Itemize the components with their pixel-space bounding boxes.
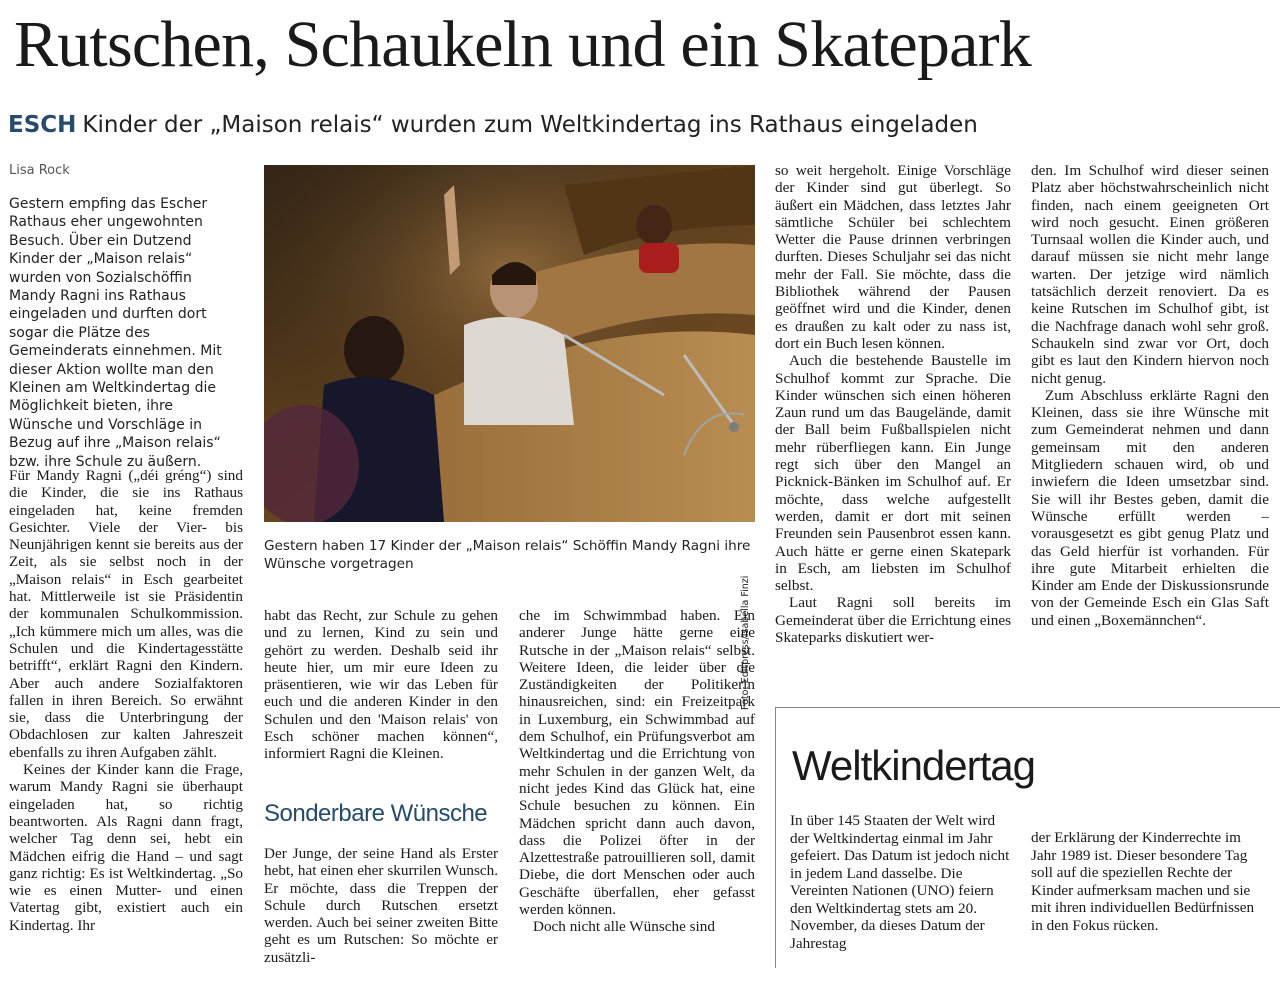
subheadline-text: Kinder der „Maison relais“ wurden zum Weltkindertag ins Rathaus eingeladen bbox=[82, 112, 978, 138]
photo-caption: Gestern haben 17 Kinder der „Maison relais“ Schöffin Mandy Ragni ihre Wünsche vorgetragen bbox=[264, 538, 751, 572]
body-column-5 bbox=[1031, 162, 1269, 629]
body-paragraph: habt das Recht, zur Schule zu gehen und zu lernen, Kind zu sein und gehört zu werden. Deshalb seid ihr heute hier, um mir eure Ideen zu präsentieren, wie wir das Leben für euch und die anderen Kinder in den Schulen und den 'Maison relais' von Esch schöner machen können“, informiert Ragni die Kleinen. bbox=[264, 607, 498, 763]
infobox-column-2: der Erklärung der Kinderrechte im Jahr 1989 ist. Dieser besondere Tag soll auf die speziellen Rechte der Kinder aufmerksam machen und sie mit ihren individuellen Bedürfnissen in den Fokus rücken. bbox=[1031, 829, 1255, 934]
article-photo bbox=[264, 165, 755, 522]
body-column-3 bbox=[519, 607, 755, 936]
body-paragraph: den. Im Schulhof wird dieser seinen Platz aber höchstwahrscheinlich nicht finden, nach einem geeigneten Ort wird noch gesucht. Einen größeren Turnsaal wollen die Kinder auch, und darauf müssen sie nicht mehr lange warten. Der jetzige wird nämlich tatsächlich derzeit renoviert. Da es keine Rutschen im Schulhof gibt, ist die Nachfrage danach wohl sehr groß. Schaukeln sind zwar vor Ort, doch gibt es laut den Kindern hiervon noch nicht genug. bbox=[1031, 162, 1269, 387]
body-column-4 bbox=[775, 162, 1011, 646]
body-paragraph: Doch nicht alle Wünsche sind bbox=[533, 918, 715, 936]
body-column-2 bbox=[264, 607, 498, 763]
headline: Rutschen, Schaukeln und ein Skatepark bbox=[14, 8, 1031, 81]
body-column-2-continued bbox=[264, 845, 498, 966]
body-paragraph: Für Mandy Ragni („déi gréng“) sind die Kinder, die sie ins Rathaus eingeladen hat, keine fremden Gesichter. Viele der Vier- bis Neunjährigen kennt sie bereits aus der Zeit, als sie selbst noch in der „Maison relais“ in Esch gearbeitet hat. Mittlerweile ist sie Präsidentin der kommunalen Schulkommission. „Ich kümmere mich um alles, was die Schulen und die Kindertagesstätte betrifft“, erklärt Ragni den Kindern. Aber auch andere Sozialfaktoren fallen in ihren Bereich. So erwähnt sie, dass die Unterbringung der Obdachlosen zur kalten Jahreszeit ebenfalls zu ihren Aufgaben zählt. bbox=[9, 467, 243, 761]
body-paragraph: so weit hergeholt. Einige Vorschläge der Kinder sind gut überlegt. So äußert ein Mädchen, dass letztes Jahr sämtliche Schüler bei schlechtem Wetter die Pause drinnen verbringen durften. Dieses Schuljahr sei das nicht mehr der Fall. Sie möchte, dass die Bibliothek während der Pausen geöffnet wird und die Kinder, denen es draußen zu kalt oder zu nass ist, dort ein Buch lesen können. bbox=[775, 162, 1011, 352]
photo-children-in-council-chamber bbox=[264, 165, 755, 522]
author-byline: Lisa Rock bbox=[9, 163, 70, 178]
infobox-column-1: In über 145 Staaten der Welt wird der Weltkindertag einmal im Jahr gefeiert. Das Datum ist jedoch nicht in jedem Land dasselbe. Die Vereinten Nationen (UNO) feiern den Weltkindertag stets am 20. November, da dieses Datum der Jahrestag bbox=[790, 812, 1010, 952]
body-column-1 bbox=[9, 467, 243, 934]
body-paragraph: Keines der Kinder kann die Frage, warum Mandy Ragni sie überhaupt eingeladen hat, so richtig beantworten. Als Ragni dann fragt, welcher Tag denn sei, hebt ein Mädchen eifrig die Hand – und sagt ganz richtig: Es ist Weltkindertag. „So wie es einen Mutter- und einen Vatertag gibt, existiert auch ein Kindertag. Ihr bbox=[9, 761, 243, 934]
subheadline bbox=[8, 108, 1268, 142]
body-paragraph: Laut Ragni soll bereits im Gemeinderat über die Errichtung eines Skateparks diskutiert wer- bbox=[775, 594, 1011, 647]
body-paragraph: che im Schwimmbad haben. Ein anderer Junge hätte gerne eine Rutsche in der „Maison relais“ selbst. Weitere Ideen, die leider über die Zuständigkeiten der Politikerin hinausreichen, sind: ein Freizeitpark in Luxemburg, ein Schwimmbad auf dem Schulhof, ein Prüfungsverbot am Weltkindertag und die Errichtung von mehr Schulen in der ganzen Welt, da nicht jedes Kind das Glück hat, eine Schule besuchen zu können. Ein Mädchen spricht dann auch davon, dass die Polizei öfter in der Alzettestraße patrouillieren soll, damit Diebe, die dort Menschen oder auch Geschäfte überfallen, eher gefasst werden können. bbox=[519, 607, 755, 919]
photo-credit: Foto: Editpress/Isabella Finzi bbox=[740, 575, 751, 710]
body-paragraph: Auch die bestehende Baustelle im Schulhof kommt zur Sprache. Die Kinder wünschen sich einen höheren Zaun rund um das Baugelände, damit der Ball beim Fußballspielen nicht mehr rüberfliegen kann. Ein Junge regt sich über den Mangel an Picknick-Bänken im Schulhof auf. Er möchte, dass welche aufgestellt werden, damit er dort mit seinen Freunden sein Pausenbrot essen kann. Auch hätte er gerne einen Skatepark in Esch, am liebsten im Schulhof selbst. bbox=[775, 352, 1011, 595]
subheading: Sonderbare Wünsche bbox=[264, 800, 488, 827]
body-paragraph: Der Junge, der seine Hand als Erster hebt, hat einen eher skurrilen Wunsch. Er möchte, dass die Treppen der Schule durch Rutschen ersetzt werden. Auch bei seiner zweiten Bitte geht es um Rutschen: So möchte er zusätzli- bbox=[264, 845, 498, 966]
lead-paragraph: Gestern empfing das Escher Rathaus eher ungewohnten Besuch. Über ein Dutzend Kinder der „Maison relais“ wurden von Sozialschöffin Mandy Ragni ins Rathaus eingeladen und durften dort sogar die Plätze des Gemeinderats einnehmen. Mit dieser Aktion wollte man den Kleinen am Weltkindertag die Möglichkeit bieten, ihre Wünsche und Vorschläge in Bezug auf ihre „Maison relais“ bzw. ihre Schule zu äußern. bbox=[9, 196, 222, 470]
body-paragraph: Zum Abschluss erklärte Ragni den Kleinen, dass sie ihre Wünsche mit zum Gemeinderat nehmen und dann gemeinsam mit den anderen Mitgliedern schauen wird, ob und inwiefern die Ideen umsetzbar sind. Sie will ihr Bestes geben, damit die Wünsche erfüllt werden – vorausgesetzt es gibt genug Platz und das Geld hierfür ist vorhanden. Für ihre gute Mitarbeit erhielten die Kinder am Ende der Diskussionsrunde von der Gemeinde Esch ein Glas Saft und einen „Boxemännchen“. bbox=[1031, 386, 1269, 629]
kicker-esch: ESCH bbox=[8, 112, 77, 138]
infobox-title: Weltkindertag bbox=[792, 742, 1036, 789]
